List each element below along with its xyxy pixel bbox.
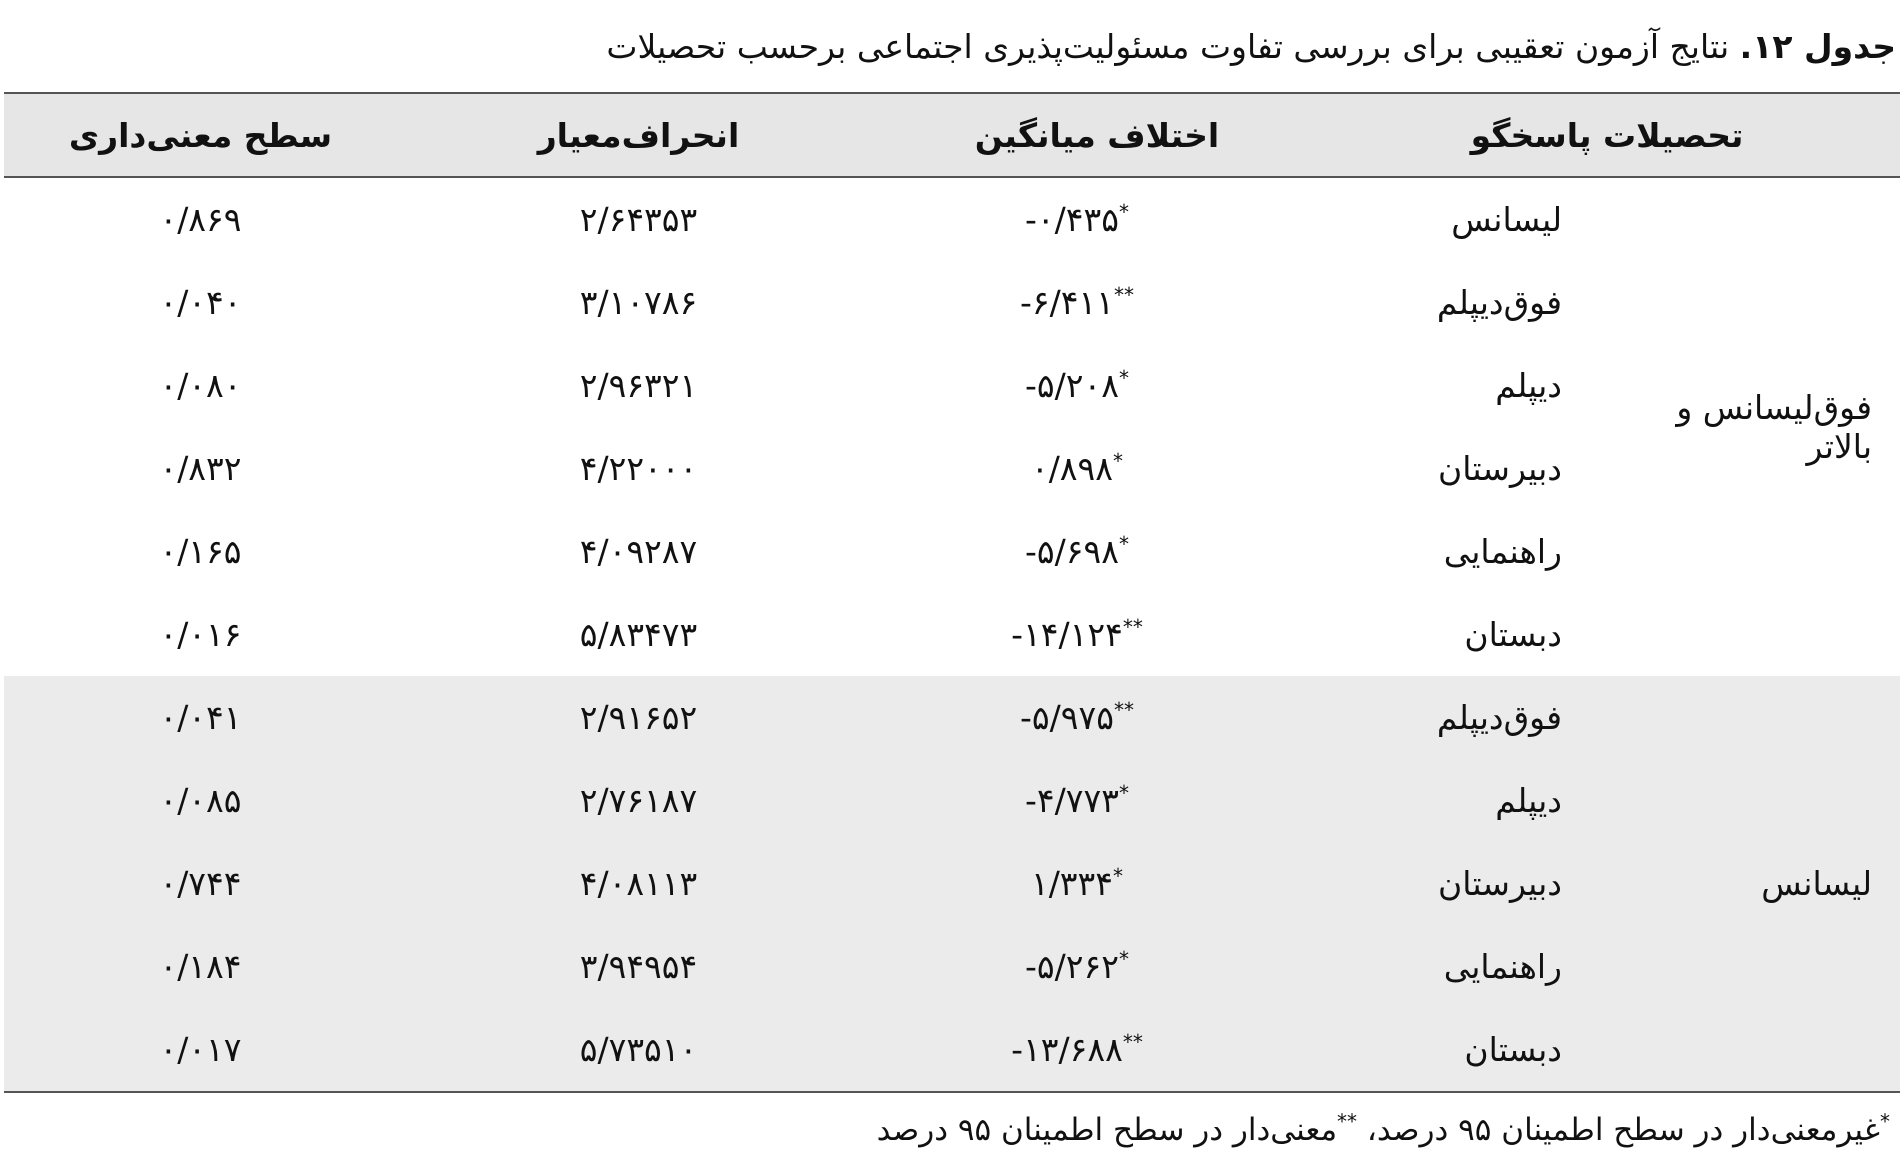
significance-mark: * — [1113, 449, 1123, 473]
table-row — [4, 177, 1900, 261]
group-label-cell: لیسانس — [1761, 864, 1872, 903]
education-level-cell: دبستان — [1464, 615, 1562, 654]
header-std: انحراف‌معیار — [537, 115, 740, 155]
education-level-cell: فوق‌دیپلم — [1436, 283, 1562, 322]
std-cell: ۲/۶۴۳۵۳ — [579, 200, 698, 239]
significance-cell: ۰/۰۸۵ — [159, 781, 242, 820]
mean-diff-cell — [880, 759, 1314, 842]
mean-diff-value: -۴/۷۷۳ — [1025, 781, 1119, 820]
mean-diff-cell — [880, 427, 1314, 510]
mean-diff-value: -۰/۴۳۵ — [1025, 200, 1119, 239]
education-level-cell: لیسانس — [1451, 200, 1562, 239]
education-level-cell: دیپلم — [1495, 366, 1562, 405]
caption-label: جدول ۱۲. — [1739, 27, 1896, 66]
table-row — [4, 925, 1900, 1008]
mean-diff-cell — [880, 593, 1314, 676]
table-footnote — [490, 1110, 1890, 1150]
significance-mark: ** — [1122, 615, 1143, 639]
std-cell: ۲/۷۶۱۸۷ — [579, 781, 698, 820]
mean-diff-cell — [880, 261, 1314, 344]
mean-diff-cell — [880, 177, 1314, 261]
mean-diff-cell — [880, 1008, 1314, 1092]
significance-cell: ۰/۰۴۱ — [159, 698, 242, 737]
std-cell: ۳/۱۰۷۸۶ — [579, 283, 698, 322]
education-level-cell: دبیرستان — [1438, 864, 1562, 903]
mean-diff-value: ۱/۳۳۴ — [1030, 864, 1113, 903]
significance-mark: * — [1118, 781, 1129, 805]
table-body — [4, 177, 1900, 1092]
std-cell: ۴/۲۲۰۰۰ — [579, 449, 698, 488]
footnote-text-2: معنی‌دار در سطح اطمینان ۹۵ درصد — [876, 1112, 1338, 1148]
significance-cell: ۰/۰۸۰ — [159, 366, 242, 405]
significance-cell: ۰/۱۸۴ — [159, 947, 242, 986]
significance-mark: ** — [1113, 283, 1134, 307]
mean-diff-cell — [880, 344, 1314, 427]
significance-cell: ۰/۷۴۴ — [159, 864, 242, 903]
mean-diff-value: -۵/۲۰۸ — [1025, 366, 1119, 405]
header-row — [4, 93, 1900, 177]
caption-text: نتایج آزمون تعقیبی برای بررسی تفاوت مسئولیت‌پذیری اجتماعی برحسب تحصیلات — [606, 27, 1740, 66]
significance-mark: ** — [1113, 698, 1134, 722]
significance-cell: ۰/۰۱۷ — [159, 1030, 242, 1069]
table-header — [4, 93, 1900, 177]
std-cell: ۲/۹۶۳۲۱ — [579, 366, 698, 405]
significance-cell: ۰/۸۶۹ — [159, 200, 242, 239]
table-row — [4, 593, 1900, 676]
mean-diff-value: ۰/۸۹۸ — [1030, 449, 1113, 488]
results-table-wrapper — [4, 92, 1900, 1093]
mean-diff-value: -۶/۴۱۱ — [1020, 283, 1114, 322]
std-cell: ۵/۷۳۵۱۰ — [579, 1030, 698, 1069]
table-row — [4, 344, 1900, 427]
mean-diff-value: -۵/۶۹۸ — [1025, 532, 1119, 571]
header-education: تحصیلات پاسخگو — [1470, 115, 1744, 155]
education-level-cell: دبستان — [1464, 1030, 1562, 1069]
footnote-mark-1: * — [1880, 1109, 1890, 1134]
table-row — [4, 676, 1900, 759]
table-row — [4, 427, 1900, 510]
mean-diff-value: -۵/۹۷۵ — [1020, 698, 1114, 737]
mean-diff-cell — [880, 925, 1314, 1008]
header-significance: سطح معنی‌داری — [68, 115, 333, 155]
header-mean-diff: اختلاف میانگین — [974, 115, 1220, 155]
mean-diff-cell — [880, 842, 1314, 925]
footnote-mark-2: ** — [1337, 1109, 1358, 1134]
significance-mark: ** — [1122, 1030, 1143, 1054]
significance-cell: ۰/۱۶۵ — [159, 532, 242, 571]
significance-mark: * — [1118, 200, 1129, 224]
mean-diff-value: -۵/۲۶۲ — [1025, 947, 1119, 986]
mean-diff-value: -۱۳/۶۸۸ — [1011, 1030, 1123, 1069]
footnote-text-1: غیرمعنی‌دار در سطح اطمینان ۹۵ درصد، — [1357, 1112, 1880, 1148]
mean-diff-cell — [880, 510, 1314, 593]
significance-mark: * — [1118, 366, 1129, 390]
significance-mark: * — [1118, 947, 1129, 971]
table-row — [4, 261, 1900, 344]
table-row — [4, 759, 1900, 842]
table-row — [4, 842, 1900, 925]
significance-mark: * — [1118, 532, 1129, 556]
education-level-cell: راهنمایی — [1443, 532, 1562, 571]
std-cell: ۴/۰۸۱۱۳ — [579, 864, 698, 903]
significance-cell: ۰/۰۱۶ — [159, 615, 242, 654]
std-cell: ۲/۹۱۶۵۲ — [579, 698, 698, 737]
education-level-cell: راهنمایی — [1443, 947, 1562, 986]
significance-cell: ۰/۰۴۰ — [159, 283, 242, 322]
education-level-cell: دبیرستان — [1438, 449, 1562, 488]
std-cell: ۳/۹۴۹۵۴ — [579, 947, 698, 986]
results-table — [4, 92, 1900, 1093]
significance-mark: * — [1113, 864, 1123, 888]
table-caption — [606, 24, 1896, 70]
mean-diff-value: -۱۴/۱۲۴ — [1011, 615, 1123, 654]
table-row — [4, 510, 1900, 593]
std-cell: ۴/۰۹۲۸۷ — [579, 532, 698, 571]
education-level-cell: دیپلم — [1495, 781, 1562, 820]
education-level-cell: فوق‌دیپلم — [1436, 698, 1562, 737]
mean-diff-cell — [880, 676, 1314, 759]
std-cell: ۵/۸۳۴۷۳ — [579, 615, 698, 654]
group-label-cell: فوق‌لیسانس و بالاتر — [1676, 388, 1872, 466]
table-row — [4, 1008, 1900, 1092]
significance-cell: ۰/۸۳۲ — [159, 449, 242, 488]
